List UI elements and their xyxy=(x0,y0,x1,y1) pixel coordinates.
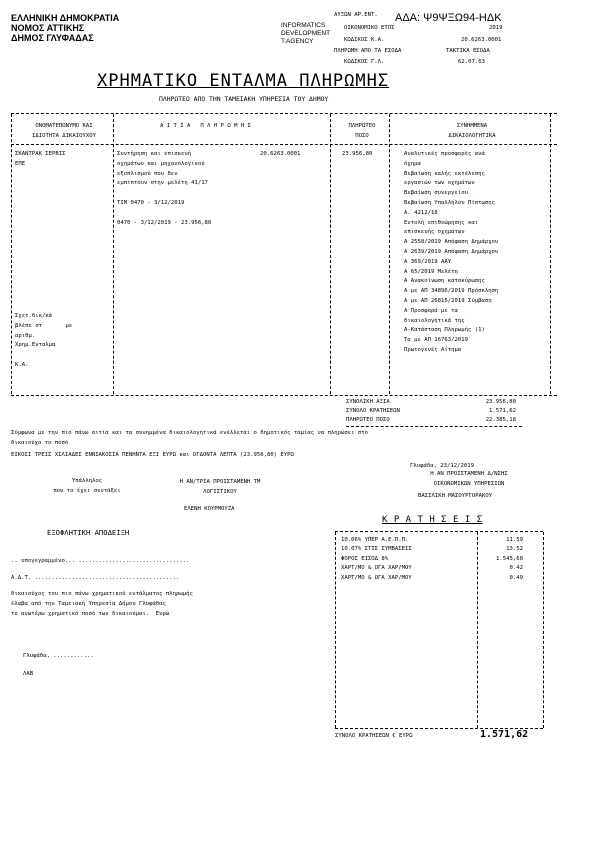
deductions-total-value: 1.571,62 xyxy=(480,729,529,740)
gl-code-value: 62.07.63 xyxy=(458,59,485,65)
deduction-row xyxy=(341,555,523,564)
signature-clerk: Υπάλληλος που το έχει συντάξει xyxy=(53,478,121,494)
table-col-rule xyxy=(550,114,551,394)
receipt-undersigned-line: .. υπογεγραμμένο... ................................. xyxy=(11,558,190,564)
deduction-row xyxy=(341,545,523,554)
table-col-rule xyxy=(389,114,390,394)
total-row xyxy=(346,407,516,416)
deduction-row xyxy=(341,574,523,583)
table-bottom-rule xyxy=(11,395,557,396)
total-label: ΣΥΝΟΛΙΚΗ ΑΞΙΑ xyxy=(346,399,390,405)
total-row xyxy=(346,398,516,407)
deductions-title: Κ Ρ Α Τ Η Σ Ε Ι Σ xyxy=(382,515,483,525)
receipt-signature: ΛΑΒ xyxy=(23,671,34,677)
signature-head-accounting: Η ΑΝ/ΤΡΙΑ ΠΡΟΙΣΤΑΜΕΝΗ ΤΜ ΛΟΓΙΣΤΙΚΟΥ xyxy=(179,479,261,495)
code-value: 20.6263.0001 xyxy=(461,37,502,43)
aukson-label: ΑΥΞΩΝ ΑΡ.ΕΝΤ. xyxy=(334,12,378,18)
beneficiary-name: ΣΚΑΝΤΡΑΚ ΣΕΡΒΙΣ ΕΠΕ xyxy=(15,151,66,167)
amount-in-words: ΕΙΚΟΣΙ ΤΡΕΙΣ ΧΙΛΙΑΔΕΣ ΕΝΝΙΑΚΟΣΙΑ ΠΕΝΗΝΤΑ ΕΞΙ ΕΥΡΩ και ΟΓΔΟΝΤΑ ΛΕΠΤΑ (23.956,80) ΕΥΡΩ xyxy=(11,452,294,458)
header-beneficiary: ΟΝΟΜΑΤΕΠΩΝΥΜΟ ΚΑΙ ΙΔΙΟΤΗΤΑ ΔΙΚΑΙΟΥΧΟΥ xyxy=(32,123,96,139)
totals-block xyxy=(346,398,516,426)
deductions-col-rule xyxy=(543,532,544,728)
page-title: ΧΡΗΜΑΤΙΚΟ ΕΝΤΑΛΜΑ ΠΛΗΡΩΜΗΣ xyxy=(97,71,390,91)
receipt-text: δικαιούχος του πιο πάνω χρηματικού εντάλματος πληρωμής έλαβα από την Ταμειακή Υπηρεσία Δήμου Γλυφάδας το ανωτέρω χρηματικό ποσό των δικαιούμαι. Ευρώ xyxy=(11,591,193,617)
total-value: 22.385,18 xyxy=(485,417,516,424)
gl-code-label: ΚΩΔΙΚΟΣ Γ.Λ. xyxy=(344,59,385,65)
deduction-value: 0.49 xyxy=(509,574,523,581)
total-row xyxy=(346,416,516,425)
deduction-value: 11.59 xyxy=(506,537,523,543)
fiscal-year-value: 2019 xyxy=(489,25,503,31)
totals-rule xyxy=(346,426,522,427)
deductions-total-label: ΣΥΝΟΛΟ ΚΡΑΤΗΣΕΩΝ € ΕΥΡΩ xyxy=(335,733,413,739)
total-label: ΠΛΗΡΩΤΕΟ ΠΟΣΟ xyxy=(346,417,390,424)
issuer-line: ΝΟΜΟΣ ΑΤΤΙΚΗΣ xyxy=(11,23,85,33)
issuer-line: ΔΗΜΟΣ ΓΛΥΦΑΔΑΣ xyxy=(11,33,94,43)
amount-value: 23.956,80 xyxy=(342,151,373,157)
header-docs: ΣΥΝΗΜΜΕΝΑ ΔΙΚΑΙΟΛΟΓΗΤΙΚΑ xyxy=(448,123,496,139)
watermark-tagency: T.AGENCY xyxy=(281,38,314,45)
signature-head-accounting-name: ΕΛΕΝΗ ΚΟΥΡΜΟΥΖΑ xyxy=(184,506,235,512)
total-label: ΣΥΝΟΛΟ ΚΡΑΤΗΣΕΩΝ xyxy=(346,408,400,415)
deductions-col-rule xyxy=(335,532,336,728)
payment-source-value: ΤΑΚΤΙΚΑ ΕΣΟΔΑ xyxy=(446,48,490,54)
deduction-value: 0.42 xyxy=(509,565,523,572)
header-cause: Α Ι Τ Ι Α Π Λ Η Ρ Ω Μ Η Σ xyxy=(160,123,251,129)
table-col-rule xyxy=(330,114,331,394)
compliance-text: Σύμφωνα με την πιο πάνω αιτία και τα συνημμένα δικαιολογητικά ενέλλεται ο δημοτικός ταμίας να πληρώσει στο δικαιούχο το ποσό xyxy=(11,430,368,446)
deduction-label: 10.06% ΥΠΕΡ Α.Ε.Π.Π. xyxy=(341,537,409,543)
table-col-rule xyxy=(11,114,12,394)
total-value: 23.956,80 xyxy=(485,399,516,405)
code-label: ΚΩΔΙΚΟΣ Κ.Α. xyxy=(344,37,385,43)
fiscal-year-label: ΟΙΚΟΝΟΜΙΚΟ ΕΤΟΣ xyxy=(344,25,395,31)
attached-documents: Αναλυτικές προσφορές ανά όχημα Βεβαίωση καλής εκτέλεσης εργασιών των οχημάτων Βεβαίωση συνεργείου Βεβαίωση Υπαλλήλου Πίστωσης Α. 4212/18 Εντολή επιθεώρησης και επισκευής οχημάτων Α 2558/2019 Απόφαση Δημάρχου Α 2639/2019 Απόφαση Δημάρχου Α 369/2019 ΑΑΥ Α 65/2019 Μελέτη Α Ανακοίνωση κατακύρωσης Α με ΑΠ 34896/2019 Πρόσκληση Α με ΑΠ 26815/2019 Σύμβαση Α Προσφορά με τα δικαιολογητικά της Α-Κατάσταση Πληρωμής (1) Τα με ΑΠ 16763/2019 Πρωτογενές Αίτημα xyxy=(404,151,499,353)
signature-head-finance: Η ΑΝ ΠΡΟΙΣΤΑΜΕΝΗ Δ/ΝΣΗΣ ΟΙΚΟΝΟΜΙΚΩΝ ΥΠΗΡΕΣΙΩΝ xyxy=(430,471,508,487)
deduction-label: 10.07% ΣΤΙΣ ΣΥΜΒΑΣΕΙΣ xyxy=(341,546,412,553)
deduction-row xyxy=(341,536,523,545)
deduction-value: 1.545,60 xyxy=(496,555,523,562)
receipt-id-line: Α.Δ.Τ. ........................................... xyxy=(11,575,180,581)
receipt-place: Γλυφάδα, ............ xyxy=(23,653,94,659)
cause-code: 20.6263.0001 xyxy=(260,151,301,157)
payment-source-label: ΠΛΗΡΩΜΗ ΑΠΟ ΤΑ ΕΣΟΔΑ xyxy=(334,48,402,54)
table-header-rule xyxy=(11,144,557,145)
page-subtitle: ΠΛΗΡΩΤΕΟ ΑΠΟ ΤΗΝ ΤΑΜΕΙΑΚΗ ΥΠΗΡΕΣΙΑ ΤΟΥ ΔΗΜΟΥ xyxy=(159,95,329,103)
beneficiary-notes: Σχετ.δικ/κά βλέπε στ με αριθμ. Χρημ.Ενταλμα Κ.Α. xyxy=(15,313,73,368)
deduction-value: 13.52 xyxy=(506,546,523,553)
table-col-rule xyxy=(113,114,114,394)
watermark-development: DEVELOPMENT xyxy=(281,30,331,37)
date-line: Γλυφάδα, 23/12/2019 xyxy=(410,463,474,469)
deduction-label: ΧΑΡΤ/ΜΟ & ΟΓΑ ΧΑΡ/ΜΟΥ xyxy=(341,565,412,572)
ada-code: ΑΔΑ: Ψ9ΨΞΩ94-ΗΔΚ xyxy=(395,12,502,24)
total-value: 1.571,62 xyxy=(489,408,516,415)
header-amount: ΠΛΗΡΩΤΕΟ ΠΟΣΟ xyxy=(348,123,376,139)
issuer-block xyxy=(11,13,119,43)
table-top-rule xyxy=(11,113,557,114)
deduction-label: ΦΟΡΟΣ ΕΙΣΟΔ 8% xyxy=(341,555,389,562)
deductions-top-rule xyxy=(335,531,543,532)
issuer-line: ΕΛΛΗΝΙΚΗ ΔΗΜΟΚΡΑΤΙΑ xyxy=(11,13,120,23)
receipt-title: ΕΞΟΦΛΗΤΙΚΗ ΑΠΟΔΕΙΞΗ xyxy=(47,528,130,537)
payment-cause: Συντήρηση και επισκευή οχημάτων και μηχανολογικού εξοπλισμού που δεν εμπίπτουν στην μελέτη 41/17 ΤΙΜ 0470 - 3/12/2019 0470 - 3/12/2019 - 23.956,80 xyxy=(117,151,212,226)
signature-head-finance-name: ΒΑΣΙΛΙΚΗ ΜΑΣΟΥΡΓΟΡΑΚΟΥ xyxy=(418,493,493,499)
deductions-list xyxy=(341,536,523,583)
watermark-informatics: INFORMATICS xyxy=(281,22,326,29)
deduction-row xyxy=(341,564,523,573)
deduction-label: ΧΑΡΤ/ΜΟ & ΟΓΑ ΧΑΡ/ΜΟΥ xyxy=(341,574,412,581)
